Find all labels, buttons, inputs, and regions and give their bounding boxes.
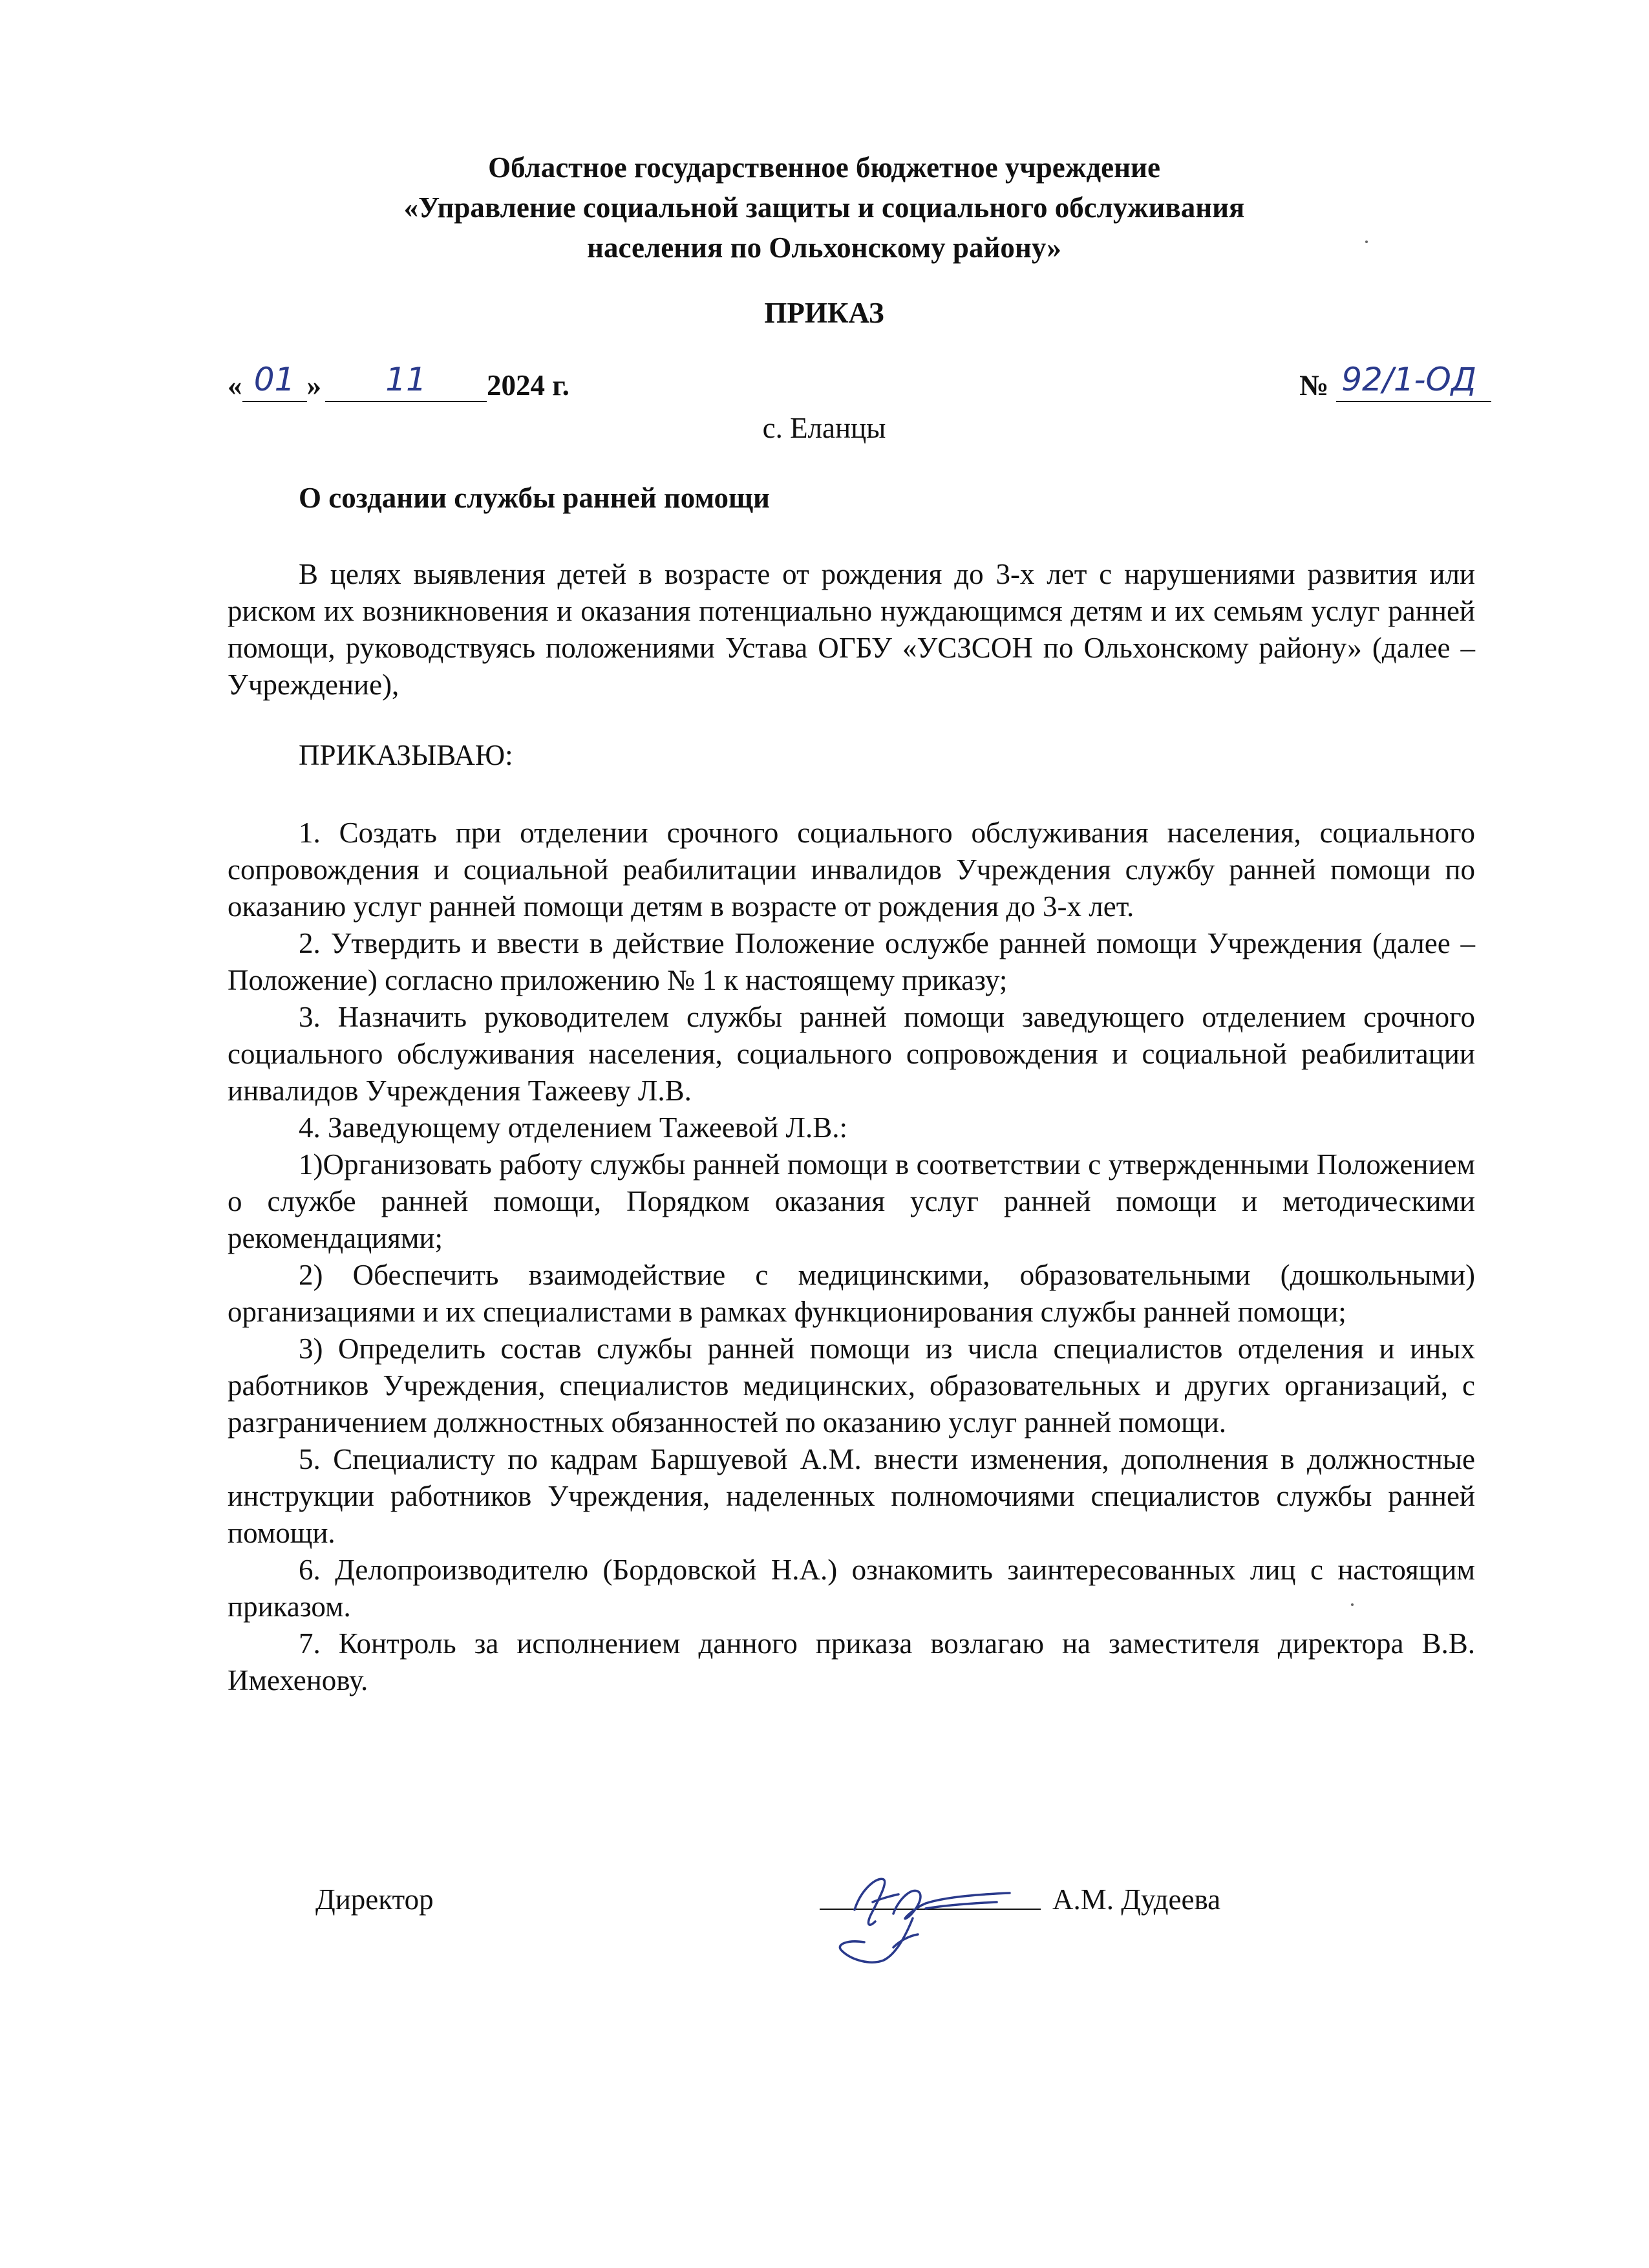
order-item: 5. Специалисту по кадрам Баршуевой А.М. внести изменения, дополнения в должностные инструкции работников Учреждения, наделенных полномочиями специалистов службы ранней помощи. [228,1443,1475,1549]
place-of-issue: с. Еланцы [762,412,886,444]
header-line-1: Областное государственное бюджетное учреждение [488,151,1160,184]
order-item: 7. Контроль за исполнением данного приказа возлагаю на заместителя директора В.В. Имехенову. [228,1627,1475,1696]
preamble-text: В целях выявления детей в возрасте от рождения до 3-х лет с нарушениями развития или риском их возникновения и оказания потенциально нуждающимся детям и их семьям услуг ранней помощи, руководствуясь положениями Устава ОГБУ «УСЗСОН по Ольхонскому району» (далее – Учреждение), [228,558,1475,701]
date-year: 2024 г. [487,369,569,401]
number-field [1336,361,1491,402]
order-item: 2) Обеспечить взаимодействие с медицинскими, образовательными (дошкольными) организациями и их специалистами в рамках функционирования службы ранней помощи; [228,1259,1475,1328]
order-date [228,361,569,402]
order-items [228,815,1475,1699]
date-close-quote: » [306,369,321,401]
order-subject: О создании службы ранней помощи [299,482,770,514]
date-month-field [325,361,487,402]
number-sign: № [1299,369,1329,401]
order-item: 1)Организовать работу службы ранней помощи в соответствии с утвержденными Положением о службе ранней помощи, Порядком оказания услуг ранней помощи и методическими рекомендациями; [228,1148,1475,1254]
date-day-field [242,361,307,402]
preamble [228,556,1475,703]
header-line-2: «Управление социальной защиты и социального обслуживания [403,191,1245,224]
signature-block [0,1883,1649,2012]
document-title: ПРИКАЗ [764,297,884,329]
order-directive: ПРИКАЗЫВАЮ: [299,739,513,771]
order-item: 2. Утвердить и ввести в действие Положение ослужбе ранней помощи Учреждения (далее – Положение) согласно приложению № 1 к настоящему приказу; [228,927,1475,996]
order-item: 1. Создать при отделении срочного социального обслуживания населения, социального сопровождения и социальной реабилитации инвалидов Учреждения службу ранней помощи по оказанию услуг ранней помощи детям в возрасте от рождения до 3-х лет. [228,817,1475,923]
signatory-name: А.М. Дудеева [1052,1883,1221,1916]
organization-header [194,147,1454,268]
order-item: 6. Делопроизводителю (Бордовской Н.А.) ознакомить заинтересованных лиц с настоящим приказом. [228,1554,1475,1623]
order-item: 3. Назначить руководителем службы ранней помощи заведующего отделением срочного социального обслуживания населения, социального сопровождения и социальной реабилитации инвалидов Учреждения Тажееву Л.В. [228,1001,1475,1107]
order-item: 3) Определить состав службы ранней помощи из числа специалистов отделения и иных работников Учреждения, специалистов медицинских, образовательных и других организаций, с разграничением должностных обязанностей по оказанию услуг ранней помощи. [228,1332,1475,1439]
scan-speck [1365,241,1368,243]
signatory-role: Директор [315,1883,434,1916]
order-number [1299,361,1491,402]
scan-speck [1351,1603,1354,1606]
date-open-quote: « [228,369,242,401]
number-handwritten: 92/1-ОД [1341,361,1476,398]
date-day-handwritten: 01 [253,361,295,398]
handwritten-signature [816,1863,1048,1986]
header-line-3: населения по Ольхонскому району» [587,231,1061,264]
date-month-handwritten: 11 [385,361,427,398]
order-item: 4. Заведующему отделением Тажеевой Л.В.: [299,1111,847,1144]
